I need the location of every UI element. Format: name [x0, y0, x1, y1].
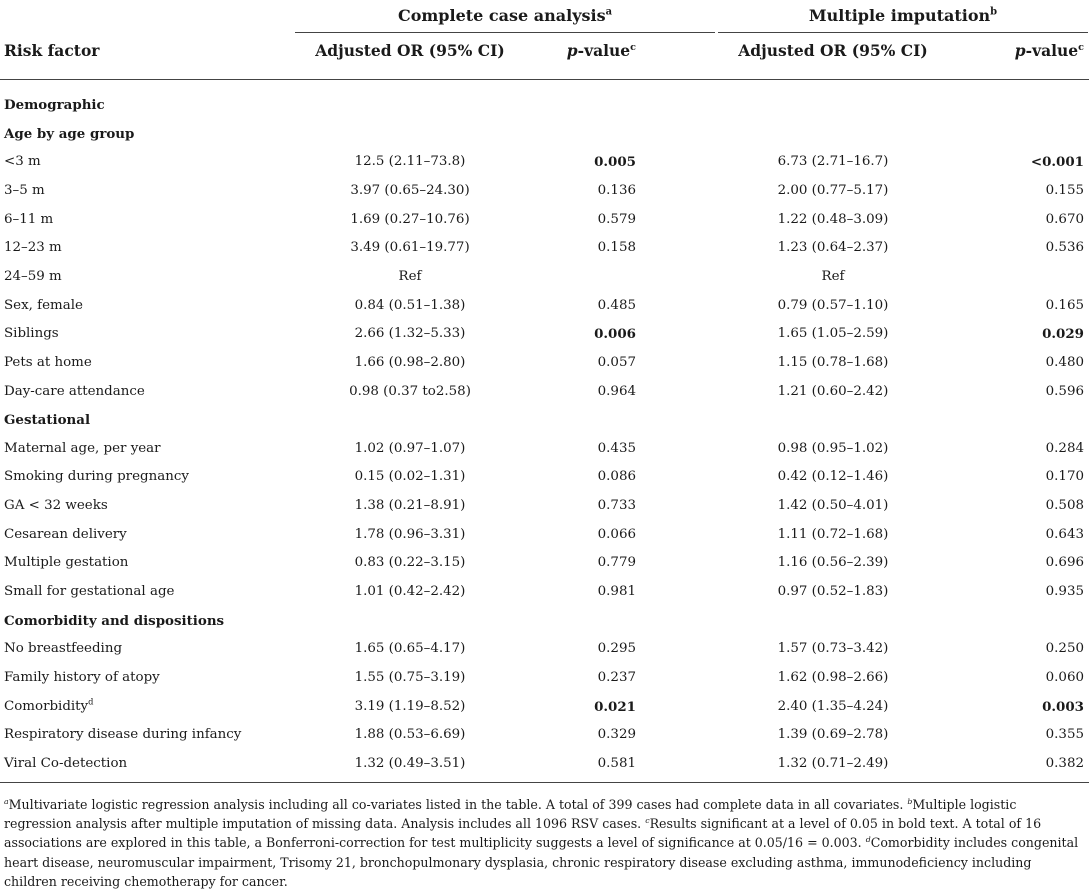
p-value-cell-imputed: 0.165 [1045, 297, 1084, 313]
col-header-p-2: p-value$^c$ [1014, 41, 1084, 60]
or-cell-imputed: 1.11 (0.72–1.68) [777, 526, 889, 542]
or-cell-imputed: 1.16 (0.56–2.39) [777, 555, 889, 571]
group-header-multiple-imputation: Multiple imputation$^b$ [808, 6, 998, 25]
p-value-cell-imputed: 0.696 [1045, 555, 1084, 571]
p-value-cell-imputed: 0.480 [1045, 354, 1084, 370]
risk-factor-cell: GA < 32 weeks [4, 498, 108, 514]
or-cell-imputed: 0.79 (0.57–1.10) [777, 297, 889, 313]
p-value-cell-complete: 0.158 [597, 240, 636, 256]
risk-factor-cell: Day-care attendance [4, 383, 145, 399]
p-value-cell-imputed: 0.670 [1045, 211, 1084, 227]
p-value-cell-complete: 0.435 [597, 440, 636, 456]
table-row [0, 463, 1089, 492]
risk-factor-cell: Pets at home [4, 354, 92, 370]
section-header-row [0, 607, 1089, 636]
risk-factor-cell: Cesarean delivery [4, 526, 127, 542]
or-cell-complete: 12.5 (2.11–73.8) [354, 154, 466, 170]
p-value-cell-complete: 0.086 [597, 469, 636, 485]
table-row [0, 549, 1089, 578]
col-header-p-1: p-value$^c$ [566, 41, 636, 60]
p-value-cell-complete: 0.779 [597, 555, 636, 571]
header-rule [0, 79, 1089, 80]
or-cell-imputed: 6.73 (2.71–16.7) [777, 154, 889, 170]
table-row [0, 693, 1089, 722]
risk-factor-cell: Comorbidity$^d$ [4, 696, 94, 714]
risk-factor-cell: 3–5 m [4, 182, 45, 198]
p-value-cell-complete: 0.136 [597, 182, 636, 198]
p-value-cell-imputed: 0.355 [1045, 727, 1084, 743]
or-cell-complete: 1.78 (0.96–3.31) [354, 526, 466, 542]
p-value-cell-imputed: 0.003 [1042, 698, 1084, 715]
p-value-cell-complete: 0.006 [594, 326, 636, 343]
table-row [0, 292, 1089, 321]
p-value-cell-imputed: <0.001 [1030, 154, 1084, 171]
p-value-cell-imputed: 0.284 [1045, 440, 1084, 456]
p-value-cell-complete: 0.057 [597, 354, 636, 370]
or-cell-imputed: 1.32 (0.71–2.49) [777, 755, 889, 771]
table-row [0, 378, 1089, 407]
or-cell-imputed: 0.98 (0.95–1.02) [777, 440, 889, 456]
p-value-cell-complete: 0.237 [597, 670, 636, 685]
or-cell-complete: 2.66 (1.32–5.33) [354, 326, 466, 342]
section-label: Demographic [4, 97, 105, 113]
col-header-or-2: Adjusted OR (95% CI) [738, 41, 928, 60]
or-cell-imputed: 1.15 (0.78–1.68) [777, 354, 889, 370]
p-value-cell-imputed: 0.155 [1045, 182, 1084, 198]
table-row [0, 263, 1089, 292]
table-row [0, 750, 1089, 779]
risk-factor-cell: Respiratory disease during infancy [4, 727, 242, 743]
p-value-cell-complete: 0.066 [597, 526, 636, 542]
or-cell-complete: Ref [398, 268, 422, 284]
p-value-cell-imputed: 0.060 [1045, 670, 1084, 685]
p-value-cell-imputed: 0.170 [1045, 469, 1084, 485]
table-row [0, 234, 1089, 263]
or-cell-complete: 1.02 (0.97–1.07) [354, 440, 466, 456]
section-label: Gestational [4, 412, 91, 429]
or-cell-imputed: 2.00 (0.77–5.17) [777, 182, 889, 198]
or-cell-complete: 1.66 (0.98–2.80) [354, 354, 466, 370]
or-cell-complete: 3.19 (1.19–8.52) [354, 698, 466, 714]
table-row [0, 148, 1089, 177]
p-value-cell-imputed: 0.508 [1045, 498, 1084, 514]
p-value-cell-imputed: 0.250 [1045, 641, 1084, 657]
or-cell-imputed: 1.22 (0.48–3.09) [777, 211, 889, 227]
p-value-cell-imputed: 0.029 [1042, 326, 1084, 343]
p-value-cell-imputed: 0.536 [1045, 240, 1084, 256]
or-cell-imputed: 1.42 (0.50–4.01) [777, 498, 889, 514]
risk-factor-cell: Siblings [4, 326, 59, 342]
risk-factor-cell: Family history of atopy [4, 670, 160, 685]
or-cell-complete: 1.32 (0.49–3.51) [354, 755, 466, 771]
p-value-cell-imputed: 0.382 [1045, 755, 1084, 771]
or-cell-complete: 1.65 (0.65–4.17) [354, 641, 466, 657]
risk-factor-cell: Small for gestational age [4, 584, 175, 600]
p-value-cell-complete: 0.964 [597, 383, 636, 399]
table-row [0, 435, 1089, 464]
or-cell-imputed: 1.62 (0.98–2.66) [777, 670, 889, 685]
or-cell-imputed: 2.40 (1.35–4.24) [777, 698, 889, 714]
p-value-cell-complete: 0.485 [597, 297, 636, 313]
table-row [0, 320, 1089, 349]
or-cell-imputed: 1.39 (0.69–2.78) [777, 727, 889, 743]
or-cell-imputed: Ref [821, 268, 845, 284]
p-value-cell-complete: 0.329 [597, 727, 636, 743]
table-row [0, 721, 1089, 750]
p-value-cell-imputed: 0.596 [1045, 383, 1084, 399]
table-row [0, 206, 1089, 235]
section-header-row [0, 406, 1089, 435]
risk-factor-cell: Sex, female [4, 297, 83, 313]
risk-factor-cell: Multiple gestation [4, 555, 129, 571]
p-value-cell-complete: 0.295 [597, 641, 636, 657]
section-label: Comorbidity and dispositions [4, 612, 225, 629]
or-cell-complete: 3.49 (0.61–19.77) [350, 240, 470, 256]
or-cell-complete: 0.98 (0.37 to2.58) [349, 383, 471, 399]
or-cell-complete: 3.97 (0.65–24.30) [350, 182, 470, 198]
table-row [0, 635, 1089, 664]
table-row [0, 492, 1089, 521]
or-cell-complete: 0.15 (0.02–1.31) [354, 469, 466, 485]
p-value-cell-complete: 0.579 [597, 211, 636, 227]
p-value-cell-complete: 0.733 [597, 498, 636, 514]
table-row [0, 349, 1089, 378]
p-value-cell-imputed: 0.935 [1045, 584, 1084, 600]
or-cell-imputed: 1.21 (0.60–2.42) [777, 383, 889, 399]
or-cell-complete: 1.01 (0.42–2.42) [354, 584, 466, 600]
risk-factor-cell: 6–11 m [4, 211, 54, 227]
or-cell-complete: 1.88 (0.53–6.69) [354, 727, 466, 743]
table-row [0, 578, 1089, 607]
table-row [0, 664, 1089, 693]
risk-factor-cell: Smoking during pregnancy [4, 469, 189, 485]
or-cell-imputed: 1.65 (1.05–2.59) [777, 326, 889, 342]
or-cell-imputed: 1.23 (0.64–2.37) [777, 240, 889, 256]
bottom-rule [0, 782, 1089, 783]
or-cell-complete: 1.69 (0.27–10.76) [350, 211, 470, 227]
p-value-cell-complete: 0.981 [597, 584, 636, 600]
group-underline-1 [295, 32, 715, 33]
risk-factor-cell: 24–59 m [4, 268, 62, 284]
col-header-or-1: Adjusted OR (95% CI) [315, 41, 505, 60]
risk-factor-cell: Viral Co-detection [4, 755, 128, 771]
or-cell-imputed: 1.57 (0.73–3.42) [777, 641, 889, 657]
group-header-complete-case: Complete case analysis$^a$ [397, 6, 613, 25]
col-header-risk-factor: Risk factor [4, 41, 100, 60]
table-row [0, 521, 1089, 550]
table-row [0, 177, 1089, 206]
group-underline-2 [718, 32, 1088, 33]
risk-factor-cell: 12–23 m [4, 240, 62, 256]
section-label: Age by age group [4, 125, 135, 142]
or-cell-imputed: 0.97 (0.52–1.83) [777, 584, 889, 600]
section-header-row [0, 91, 1089, 120]
or-cell-imputed: 0.42 (0.12–1.46) [777, 469, 889, 485]
p-value-cell-complete: 0.581 [597, 755, 636, 771]
footnotes: $^a$Multivariate logistic regression analysis including all co-variates listed in the table. A total of 399 cases had complete data in all covariates. $^b$Multiple logistic regression analysis after multiple imputation of missing data. Analysis includes all 1096 RSV cases. $^c$Results significant at a level of 0.05 in bold text. A total of 16 associations are explored in this table, a Bonferroni-correction for test multiplicity suggests a level of significance at 0.05/16 = 0.003. $^d$Comorbidity includes congenital heart disease, neuromuscular impairment, Trisomy 21, bronchopulmonary dysplasia, chronic respiratory disease excluding asthma, immunodeficiency including children receiving chemotherapy for cancer. [4, 796, 1079, 889]
or-cell-complete: 0.84 (0.51–1.38) [354, 297, 466, 313]
risk-factor-cell: No breastfeeding [4, 641, 123, 657]
risk-factor-cell: Maternal age, per year [4, 440, 161, 456]
risk-factor-cell: <3 m [4, 154, 41, 170]
p-value-cell-imputed: 0.643 [1045, 526, 1084, 542]
section-header-row [0, 120, 1089, 149]
or-cell-complete: 1.38 (0.21–8.91) [354, 498, 466, 514]
p-value-cell-complete: 0.005 [594, 154, 636, 171]
or-cell-complete: 1.55 (0.75–3.19) [354, 670, 466, 685]
p-value-cell-complete: 0.021 [594, 698, 636, 715]
or-cell-complete: 0.83 (0.22–3.15) [354, 555, 466, 571]
